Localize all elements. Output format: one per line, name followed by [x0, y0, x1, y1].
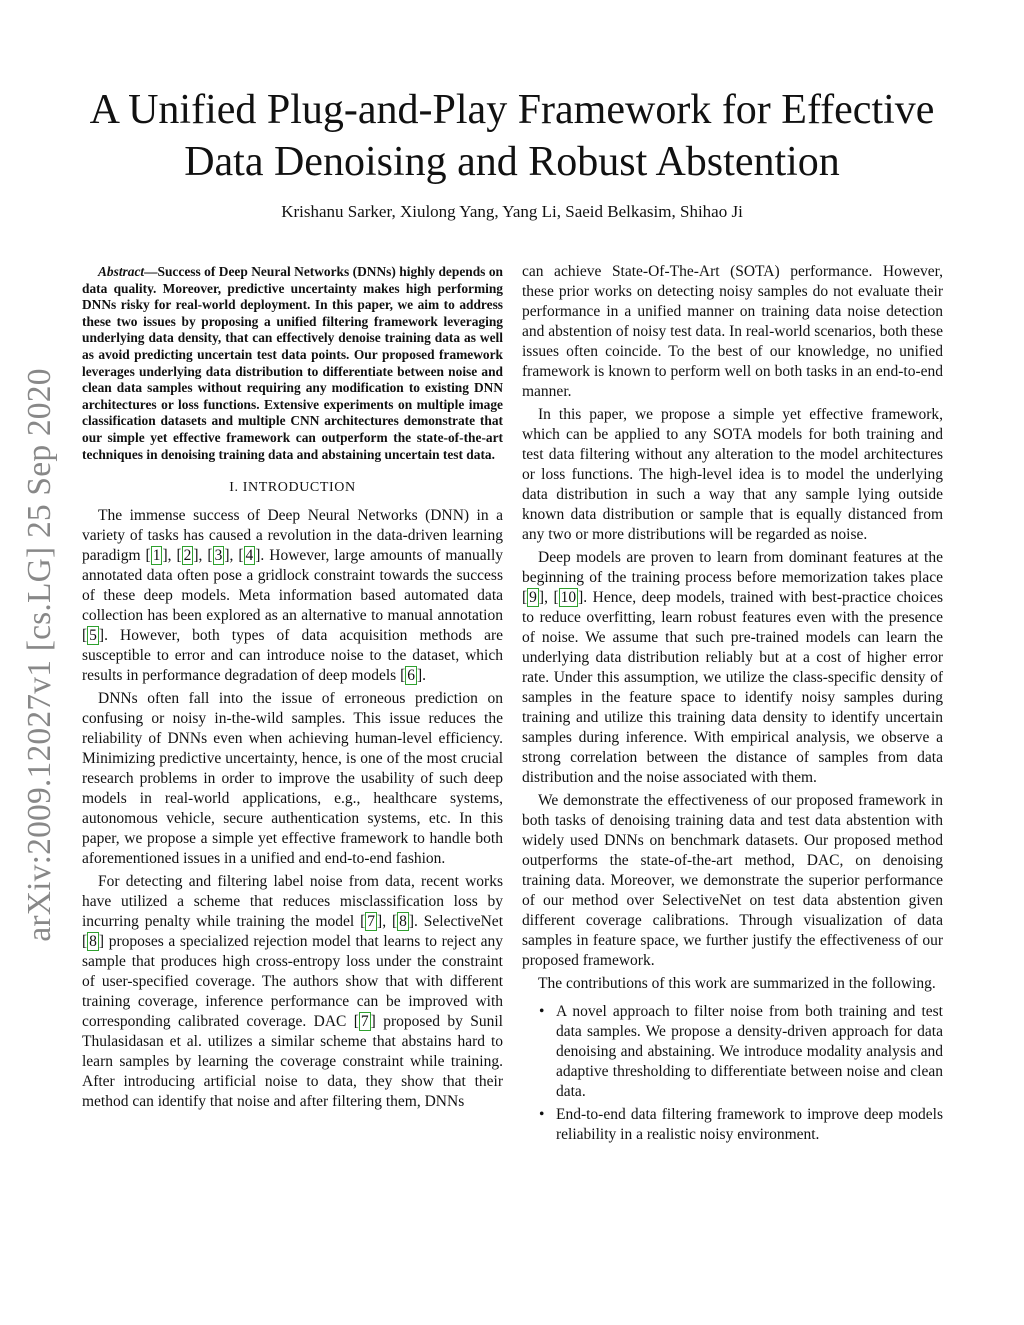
abstract-label: Abstract — [98, 264, 145, 279]
abstract-text: —Success of Deep Neural Networks (DNNs) highly depends on data quality. Moreover, predictive uncertainty makes high performing DNNs risky for real-world deployment. In this paper, we aim to address these two issues by proposing a unified filtering framework leveraging underlying data density, that can effectively denoise training data as well as avoid predicting uncertain test data points. Our proposed framework leverages underlying data distribution to differentiate between noise and clean data samples without requiring any modification to existing DNN architectures or loss functions. Extensive experiments on multiple image classification datasets and multiple CNN architectures demonstrate that our simple yet effective framework can outperform the state-of-the-art techniques in denoising training data and abstaining uncertain test data. — [82, 264, 503, 462]
citation-link[interactable]: 5 — [89, 627, 97, 645]
paragraph: In this paper, we propose a simple yet effective framework, which can be applied to any SOTA models for both training and test data filtering without any alteration to the model architectures or loss functions. The high-level idea is to model the underlying data distribution in such a way that any sample lying outside known data distribution or sample that is equally distanced from any two or more distributions will be regarded as noise. — [522, 406, 943, 543]
contributions-list — [522, 1002, 943, 1145]
citation-link[interactable]: 8 — [399, 913, 407, 931]
citation-link[interactable]: 8 — [89, 933, 97, 951]
citation-link[interactable]: 7 — [367, 913, 376, 931]
paragraph: For detecting and filtering label noise from data, recent works have utilized a scheme that reduces misclassification loss by incurring penalty while training the model [ 7 ], [ 8 ]. SelectiveNet [ 8 ] proposes a specialized rejection model that learns to reject any sample that produces high cross-entropy loss under the constraint of user-specified coverage. The authors show that with different training coverage, inference performance can be improved with corresponding calibrated coverage. DAC [ 7 ] proposed by Sunil Thulasidasan et al. utilizes a similar scheme that abstains hard to learn samples by learning the coverage constraint while training. After introducing artificial noise to data, they show that their method can identify that noise and after filtering them, DNNs — [82, 873, 503, 1111]
citation-link[interactable]: 10 — [560, 589, 577, 606]
citation-link[interactable]: 4 — [245, 547, 254, 565]
paragraph: can achieve State-Of-The-Art (SOTA) performance. However, these prior works on detecting noisy samples do not evaluate their performance in a unified manner on training data noise detection and abstention of noisy test data. In real-world scenarios, both these issues often coincide. To the best of our knowledge, no unified framework is known to perform well on both tasks in an end-to-end manner. — [522, 263, 943, 400]
paragraph: We demonstrate the effectiveness of our proposed framework in both tasks of denoising training data and test data abstention with widely used DNNs on benchmark datasets. Our proposed method outperforms the state-of-the-art method, DAC, on denoising training data. Moreover, we demonstrate the superior performance of our method over SelectiveNet on test data abstention given different coverage calibrations. Through visualization of data samples in feature space, we further justify the effectiveness of our proposed framework. — [522, 792, 943, 969]
paragraph: Deep models are proven to learn from dominant features at the beginning of the training process before memorization takes place [ 9 ], [ 10 ]. Hence, deep models, trained with best-practice choices to reduce overfitting, learn robust features even with the presence of noise. We assume that such pre-trained models can learn the underlying data distribution reliably but at a cost of higher error rate. Under this assumption, we utilize the class-specific density of samples in the feature space to identify noisy samples during training and utilize this training data density to identify uncertain samples during inference. With empirical analysis, we observe a strong correlation between the distance of samples from data distribution and the noise associated with them. — [522, 549, 944, 786]
citation-link[interactable]: 9 — [529, 589, 537, 606]
right-column — [522, 262, 943, 1148]
section-heading-introduction: I. INTRODUCTION — [229, 480, 356, 496]
author-list: Krishanu Sarker, Xiulong Yang, Yang Li, Saeid Belkasim, Shihao Ji — [281, 202, 743, 221]
citation-link[interactable]: 6 — [407, 667, 415, 685]
citation-link[interactable]: 2 — [183, 547, 192, 565]
paper-title — [60, 84, 964, 188]
title-line: Data Denoising and Robust Abstention — [184, 139, 840, 185]
citation-link[interactable]: 1 — [152, 547, 161, 565]
abstract — [82, 264, 503, 463]
contribution-item: • End-to-end data filtering framework to improve deep models reliability in a realistic noisy environment. — [556, 1105, 943, 1145]
contribution-item: • A novel approach to filter noise from both training and test data samples. We propose a density-driven approach for data denoising and abstaining. We introduce modality analysis and adaptive thresholding to differentiate between noise and clean data. — [556, 1002, 943, 1102]
paragraph: DNNs often fall into the issue of erroneous prediction on confusing or noisy in-the-wild samples. This issue reduces the reliability of DNNs even when achieving human-level efficiency. Minimizing predictive uncertainty, hence, is one of the most crucial research problems in order to improve the usability of such deep models in real-world applications, e.g., healthcare systems, autonomous vehicle, secure authentication systems, etc. In this paper, we propose a simple yet effective framework to handle both aforementioned issues in a unified and end-to-end fashion. — [82, 690, 503, 868]
paragraph: The immense success of Deep Neural Networks (DNN) in a variety of tasks has caused a revolution in the data-driven learning paradigm [ 1 ], [ 2 ], [ 3 ], [ 4 ]. However, large amounts of manually annotated data often pose a gridlock constraint towards the success of these deep models. Meta information based automated data collection has been explored as an alternative to manual annotation [ 5 ]. However, both types of data acquisition methods are susceptible to error and can introduce noise to the dataset, which results in performance degradation of deep models [ 6 ]. — [82, 507, 504, 685]
arxiv-identifier[interactable]: arXiv:2009.12027v1 [cs.LG] 25 Sep 2020 — [21, 368, 58, 942]
citation-link[interactable]: 3 — [214, 547, 223, 565]
citation-link[interactable]: 7 — [360, 1013, 369, 1031]
title-line: A Unified Plug-and-Play Framework for Effective — [89, 87, 935, 133]
left-column — [82, 264, 503, 1115]
paragraph: The contributions of this work are summarized in the following. — [538, 975, 936, 992]
